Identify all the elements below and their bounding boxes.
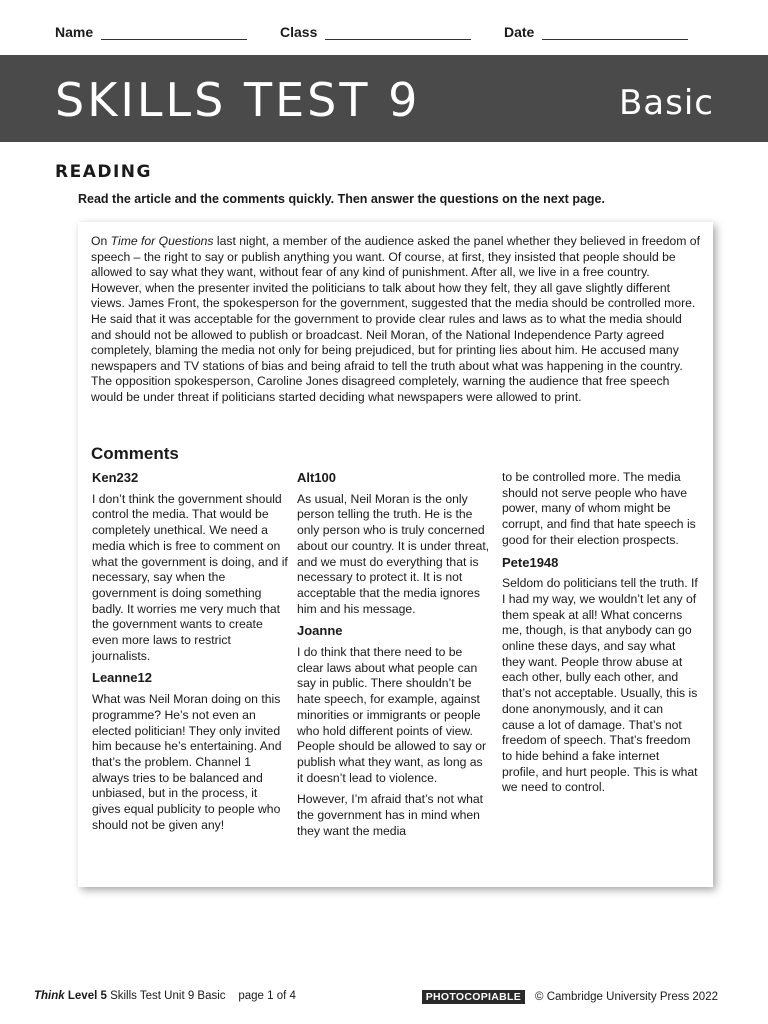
comments-column-3 — [502, 470, 698, 802]
article-body: last night, a member of the audience asked the panel whether they believed in freedom of speech – the right to say or publish anything you want. Of course, at first, they insisted that people should be allowed to say what they want, without fear of any kind of punishment. After all, we live in a free country. However, when the presenter invited the politicians to talk about how they felt, they all gave slightly different views. James Front, the spokesperson for the government, suggested that the media should be controlled more. He said that it was acceptable for the government to provide clear rules and laws as to what the media should and should not be allowed to publish or broadcast. Neil Moran, of the National Independence Party agreed completely, blaming the media not only for being prejudiced, but for printing lies about him. He accused many newspapers and TV stations of bias and being afraid to tell the truth about what was happening in the country. The opposition spokesperson, Caroline Jones disagreed completely, warning the audience that free speech would be under threat if politicians started deciding what newspapers were allowed to print. — [91, 234, 700, 404]
article-box — [78, 222, 713, 887]
book-title: Think — [34, 990, 65, 1002]
test-title: SKILLS TEST 9 — [55, 73, 421, 127]
article-intro: On — [91, 234, 111, 248]
comment-author-joanne: Joanne — [297, 623, 343, 639]
test-level: Basic — [618, 83, 714, 123]
instructions: Read the article and the comments quickly. Then answer the questions on the next page. — [78, 192, 605, 206]
book-level: Level 5 — [67, 990, 107, 1002]
comment-text-joanne-end: to be controlled more. The media should not serve people who have power, many of whom might be corrupt, and find that hate speech is good for their election prospects. — [502, 470, 696, 547]
date-label: Date — [504, 24, 535, 40]
comments-heading: Comments — [91, 444, 179, 463]
comment-text-alt100: As usual, Neil Moran is the only person telling the truth. He is the only person who is truly concerned about our country. It is under threat, and we must do everything that is necessary to protect it. It is not acceptable that the media ignores him and his message. — [297, 491, 490, 616]
programme-name: Time for Questions — [110, 234, 214, 248]
comments-column-1 — [92, 470, 288, 839]
section-heading: READING — [55, 162, 152, 182]
class-blank-line[interactable] — [325, 26, 471, 40]
photocopiable-badge: PHOTOCOPIABLE — [422, 990, 525, 1004]
student-details-row — [55, 24, 715, 44]
comment-text-ken232: I don’t think the government should control the media. That would be completely unethical. We need a media which is free to comment on what the government is doing, and if necessary, say when the government is doing something badly. It worries me very much that the government wants to create even more laws to restrict journalists. — [92, 491, 288, 663]
class-field[interactable] — [280, 24, 471, 40]
comment-author-alt100: Alt100 — [297, 470, 337, 485]
class-label: Class — [280, 24, 318, 40]
comment-text-leanne12: What was Neil Moran doing on this programme? He’s not even an elected politician! They only invited him because he’s entertaining. And that’s the problem. Channel 1 always tries to be balanced and unbiased, but in the process, it gives equal publicity to people who should not be given any! — [92, 692, 282, 832]
comment-text-joanne: I do think that there need to be clear laws about what people can say in public. There shouldn’t be hate speech, for example, against minorities or immigrants or people who hold different points of view. People should be allowed to say or publish what they want, as long as it doesn’t lead to violence. — [297, 645, 487, 785]
comment-text-pete1948: Seldom do politicians tell the truth. If I had my way, we wouldn’t let any of them speak at all! What concerns me, though, is that anybody can go online these days, and say what they want. People throw abuse at each other, bully each other, and that’s not acceptable. Usually, this is done anonymously, and it can cause a lot of damage. That’s not freedom of speech. That’s freedom to hide behind a fake internet profile, and hurt people. This is what we need to control. — [502, 576, 698, 795]
name-blank-line[interactable] — [101, 26, 247, 40]
comments-column-2 — [297, 470, 492, 845]
name-label: Name — [55, 24, 94, 40]
page-number: page 1 of 4 — [238, 990, 296, 1002]
unit-label: Skills Test Unit 9 Basic — [110, 990, 226, 1002]
copyright-text: © Cambridge University Press 2022 — [535, 991, 718, 1003]
comment-author-leanne12: Leanne12 — [92, 670, 152, 686]
title-banner — [0, 55, 768, 142]
comment-author-pete1948: Pete1948 — [502, 554, 559, 570]
date-blank-line[interactable] — [542, 26, 688, 40]
footer-info — [34, 990, 296, 1002]
name-field[interactable] — [55, 24, 247, 40]
comment-text-joanne-continued: However, I’m afraid that’s not what the government has in mind when they want the media — [297, 792, 484, 838]
article-text — [91, 234, 701, 406]
comment-author-ken232: Ken232 — [92, 470, 139, 485]
footer-rights — [422, 990, 718, 1004]
date-field[interactable] — [504, 24, 688, 40]
